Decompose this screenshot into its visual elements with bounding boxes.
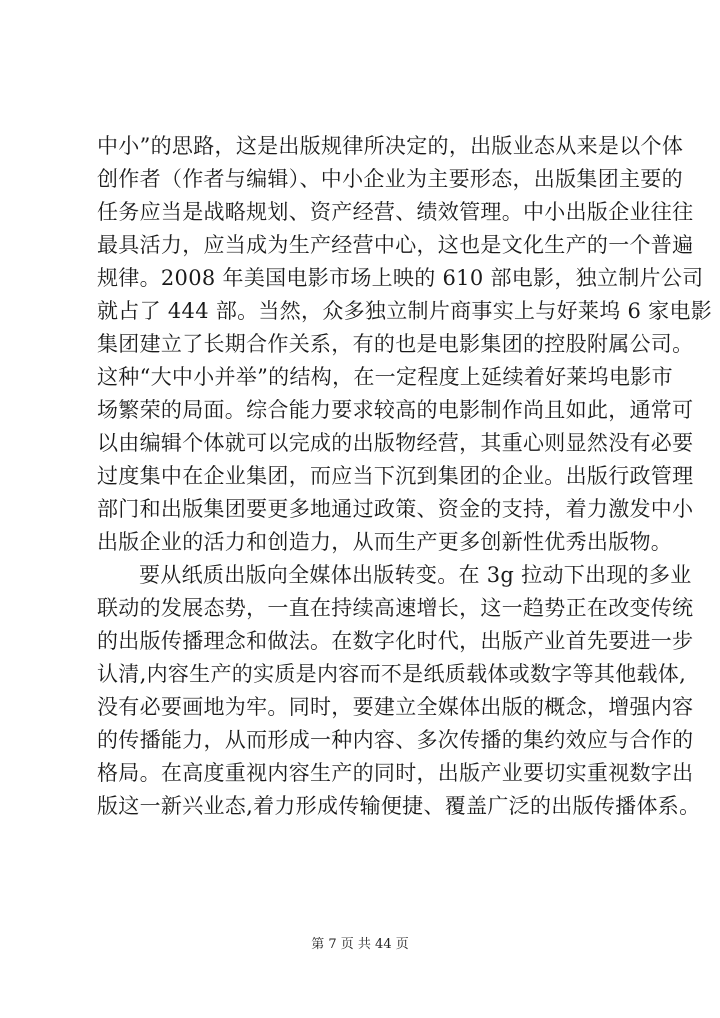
text-line: 的出版传播理念和做法。在数字化时代，出版产业首先要进一步 [97, 629, 694, 653]
text-line: 场繁荣的局面。综合能力要求较高的电影制作尚且如此，通常可 [97, 398, 694, 422]
body-text [97, 130, 713, 823]
paragraph-first-line: 要从纸质出版向全媒体出版转变。在 3g 拉动下出现的多业 [139, 563, 692, 587]
page-number-footer: 第 7 页 共 44 页 [311, 937, 409, 952]
text-line: 任务应当是战略规划、资产经营、绩效管理。中小出版企业往往 [97, 200, 694, 224]
text-line: 部门和出版集团要更多地通过政策、资金的支持，着力激发中小 [97, 497, 694, 521]
text-line: 格局。在高度重视内容生产的同时，出版产业要切实重视数字出 [97, 761, 694, 785]
text-line: 规律。2008 年美国电影市场上映的 610 部电影，独立制片公司 [97, 266, 704, 290]
text-line: 集团建立了长期合作关系，有的也是电影集团的控股附属公司。 [97, 332, 694, 356]
text-line: 版这一新兴业态,着力形成传输便捷、覆盖广泛的出版传播体系。 [97, 794, 701, 818]
text-line: 中小”的思路，这是出版规律所决定的，出版业态从来是以个体 [97, 134, 684, 158]
text-line: 认清,内容生产的实质是内容而不是纸质载体或数字等其他载体, [97, 662, 687, 686]
text-line: 的传播能力，从而形成一种内容、多次传播的集约效应与合作的 [97, 728, 694, 752]
text-line: 创作者（作者与编辑）、中小企业为主要形态，出版集团主要的 [97, 167, 683, 191]
text-line: 联动的发展态势，一直在持续高速增长，这一趋势正在改变传统 [97, 596, 694, 620]
text-line: 最具活力，应当成为生产经营中心，这也是文化生产的一个普遍 [97, 233, 694, 257]
text-line: 过度集中在企业集团，而应当下沉到集团的企业。出版行政管理 [97, 464, 694, 488]
text-line: 就占了 444 部。当然，众多独立制片商事实上与好莱坞 6 家电影 [97, 299, 713, 323]
text-line: 出版企业的活力和创造力，从而生产更多创新性优秀出版物。 [97, 530, 673, 554]
text-line: 没有必要画地为牢。同时，要建立全媒体出版的概念，增强内容 [97, 695, 694, 719]
text-line: 这种“大中小并举”的结构，在一定程度上延续着好莱坞电影市 [97, 365, 673, 389]
text-line: 以由编辑个体就可以完成的出版物经营，其重心则显然没有必要 [97, 431, 694, 455]
